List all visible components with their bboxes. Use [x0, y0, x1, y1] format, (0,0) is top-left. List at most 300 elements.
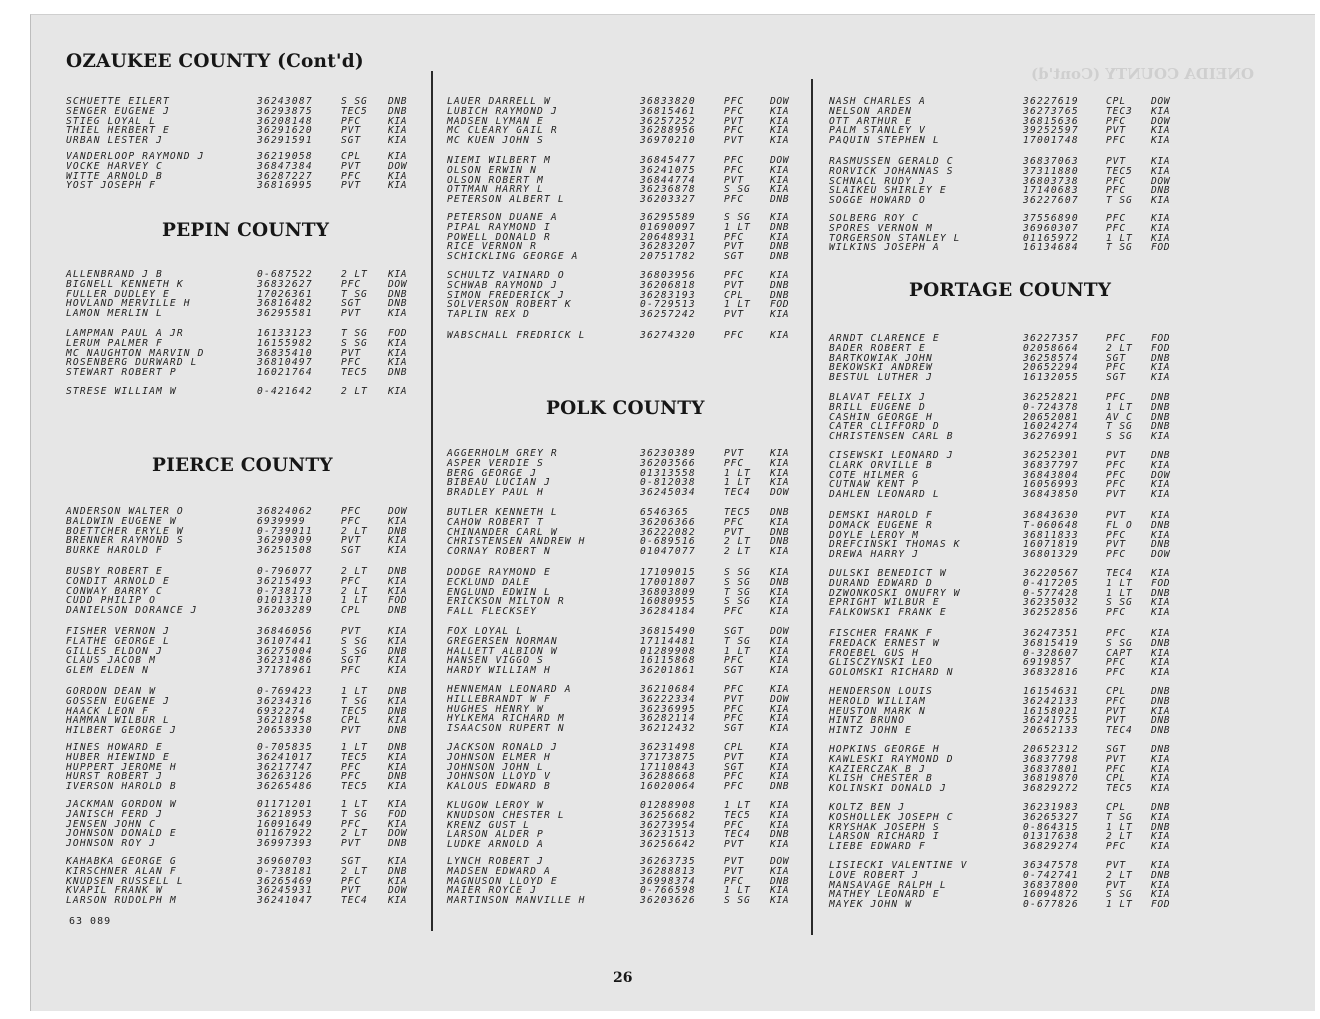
name: NELSON ARDEN — [829, 105, 913, 117]
status: KIA — [1151, 165, 1171, 177]
name: PAQUIN STEPHEN L — [829, 135, 940, 147]
rank: PVT — [341, 160, 362, 172]
name: WILKINS JOSEPH A — [829, 242, 940, 254]
status: DOW — [1151, 115, 1171, 127]
status: FOD — [388, 808, 408, 820]
status: FOD — [1151, 342, 1171, 354]
rank: PVT — [724, 526, 745, 538]
status: DOW — [388, 828, 408, 840]
rank: 1 LT — [724, 221, 751, 233]
rank: 2 LT — [341, 525, 368, 537]
name: ECKLUND DALE — [447, 576, 531, 588]
serial-number: 20653330 — [257, 725, 313, 737]
status: KIA — [1151, 753, 1171, 765]
rank: T SG — [341, 328, 368, 339]
rank: CPL — [1106, 773, 1127, 785]
rank: S SG — [724, 184, 751, 196]
name: PETERSON ALBERT L — [447, 194, 565, 206]
rank: PFC — [724, 606, 745, 618]
serial-number: 36960307 — [1023, 222, 1079, 234]
rank: PVT — [1106, 879, 1127, 891]
serial-number: 36843804 — [1023, 469, 1079, 481]
status: FOD — [770, 299, 790, 311]
status: KIA — [388, 386, 408, 397]
serial-number: 36231983 — [1023, 802, 1079, 813]
rank: TEC4 — [1106, 725, 1133, 737]
serial-number: 17140683 — [1023, 185, 1079, 197]
serial-number: 16158021 — [1023, 705, 1079, 717]
name: HINTZ BRUNO — [829, 715, 906, 727]
status: KIA — [388, 535, 408, 547]
status: DOW — [1151, 96, 1171, 107]
serial-number: 36832627 — [257, 278, 313, 290]
status: DNB — [1151, 869, 1171, 881]
status: KIA — [388, 715, 408, 727]
serial-number: 37556890 — [1023, 213, 1079, 224]
column-divider-1 — [431, 71, 433, 931]
rank: SGT — [341, 856, 362, 867]
rank: PFC — [341, 665, 362, 677]
name: HUGHES HENRY W — [447, 703, 544, 715]
serial-number: 16024274 — [1023, 421, 1079, 433]
name: LOVE ROBERT J — [829, 869, 920, 881]
status: KIA — [770, 125, 790, 137]
rank: PFC — [341, 278, 362, 290]
name: MC KUEN JOHN S — [447, 135, 544, 147]
status: KIA — [388, 626, 408, 637]
name: MADSEN LYMAN E — [447, 115, 544, 127]
rank: S SG — [341, 645, 368, 657]
status: KIA — [770, 546, 790, 558]
name: CLAUS JACOB M — [66, 655, 157, 667]
status: KIA — [770, 212, 790, 223]
name: CONDIT ARNOLD E — [66, 575, 170, 587]
bleed-through-header: ONEIDA COUNTY (Cont'd) — [1031, 65, 1255, 83]
name: PETERSON DUANE A — [447, 212, 558, 223]
serial-number: 36273954 — [640, 819, 696, 831]
status: DNB — [388, 742, 408, 753]
name: HANSEN VIGGO S — [447, 655, 544, 667]
status: KIA — [770, 270, 790, 281]
rank: 2 LT — [341, 828, 368, 840]
name: HALLETT ALBION W — [447, 645, 558, 657]
serial-number: 20652081 — [1023, 411, 1079, 423]
status: DNB — [1151, 725, 1171, 737]
rank: PFC — [1106, 607, 1127, 619]
name: CATER CLIFFORD D — [829, 421, 940, 433]
serial-number: 36252821 — [1023, 392, 1079, 403]
name: BRENNER RAYMOND S — [66, 535, 184, 547]
serial-number: 36275004 — [257, 645, 313, 657]
status: KIA — [388, 818, 408, 830]
status: DOW — [1151, 549, 1171, 561]
rank: PVT — [1106, 156, 1127, 167]
rank: S SG — [724, 596, 751, 608]
status: KIA — [770, 135, 790, 147]
serial-number: 36832816 — [1023, 667, 1079, 679]
status: DOW — [770, 96, 790, 107]
rank: CPL — [341, 605, 362, 617]
status: KIA — [388, 151, 408, 162]
name: PIPAL RAYMOND I — [447, 221, 551, 233]
rank: T SG — [341, 808, 368, 820]
name: SCHWAB RAYMOND J — [447, 279, 558, 291]
status: DOW — [1151, 469, 1171, 481]
name: KLUGOW LEROY W — [447, 800, 544, 811]
rank: TEC5 — [341, 705, 368, 717]
status: DNB — [770, 536, 790, 548]
status: KIA — [770, 839, 790, 851]
rank: FL O — [1106, 519, 1133, 531]
name: BURKE HAROLD F — [66, 545, 163, 557]
status: KIA — [770, 309, 790, 321]
name: FULLER DUDLEY E — [66, 288, 170, 300]
serial-number: 0-417205 — [1023, 577, 1079, 589]
name: LUBICH RAYMOND J — [447, 105, 558, 117]
serial-number: 36293875 — [257, 105, 313, 117]
name: DANIELSON DORANCE J — [66, 605, 198, 617]
name: WABSCHALL FREDRICK L — [447, 330, 586, 341]
rank: 1 LT — [1106, 232, 1133, 244]
serial-number: 36256682 — [640, 809, 696, 821]
name: HURST ROBERT J — [66, 771, 163, 783]
serial-number: 36997393 — [257, 838, 313, 850]
serial-number: 16155982 — [257, 337, 313, 349]
status: KIA — [388, 799, 408, 810]
name: FREDACK ERNEST W — [829, 637, 940, 649]
rank: PVT — [724, 448, 745, 459]
status: KIA — [1151, 459, 1171, 471]
rank: PFC — [341, 506, 362, 517]
rank: 2 LT — [341, 269, 368, 280]
status: KIA — [770, 885, 790, 897]
status: DNB — [770, 279, 790, 291]
rank: 2 LT — [724, 546, 751, 558]
serial-number: 6546365 — [640, 507, 689, 518]
serial-number: 16080955 — [640, 596, 696, 608]
name: KLISH CHESTER B — [829, 773, 933, 785]
name: CISEWSKI LEONARD J — [829, 450, 954, 461]
rank: 2 LT — [724, 536, 751, 548]
status: KIA — [388, 895, 408, 907]
serial-number: 17001807 — [640, 576, 696, 588]
serial-number: 0-577428 — [1023, 587, 1079, 599]
name: EPRIGHT WILBUR E — [829, 597, 940, 609]
name: SCHULTZ VAINARD O — [447, 270, 565, 281]
name: OLSON ERWIN N — [447, 164, 538, 176]
rank: PVT — [724, 279, 745, 291]
name: BADER ROBERT E — [829, 342, 926, 354]
status: DOW — [1151, 175, 1171, 187]
rank: TEC5 — [341, 367, 368, 379]
name: BEKOWSKI ANDREW — [829, 362, 933, 374]
status: KIA — [770, 684, 790, 695]
serial-number: 36203289 — [257, 605, 313, 617]
rank: T SG — [724, 586, 751, 598]
serial-number: 36210684 — [640, 684, 696, 695]
serial-number: 36815419 — [1023, 637, 1079, 649]
name: LIEBE EDWARD F — [829, 841, 926, 853]
name: FISHER VERNON J — [66, 626, 170, 637]
name: FALL FLECKSEY — [447, 606, 538, 618]
status: DNB — [770, 829, 790, 841]
rank: PFC — [1106, 628, 1127, 639]
rank: SGT — [724, 251, 745, 263]
name: CHINANDER CARL W — [447, 526, 558, 538]
name: HUPPERT JEROME H — [66, 761, 177, 773]
status: KIA — [770, 516, 790, 528]
serial-number: 36242133 — [1023, 695, 1079, 707]
rank: PFC — [724, 164, 745, 176]
name: BOETTCHER ERYLE W — [66, 525, 184, 537]
status: KIA — [388, 545, 408, 557]
status: KIA — [388, 781, 408, 793]
name: ALLENBRAND J B — [66, 269, 163, 280]
rank: SGT — [1106, 372, 1127, 384]
name: CORNAY ROBERT N — [447, 546, 551, 558]
name: BIBEAU LUCIAN J — [447, 477, 551, 489]
rank: 1 LT — [724, 885, 751, 897]
rank: PVT — [341, 885, 362, 897]
status: KIA — [1151, 213, 1171, 224]
name: YOST JOSEPH F — [66, 180, 157, 192]
status: KIA — [388, 575, 408, 587]
serial-number: 0-796077 — [257, 566, 313, 577]
status: KIA — [1151, 860, 1171, 871]
name: CONWAY BARRY C — [66, 585, 163, 597]
rank: PVT — [341, 838, 362, 850]
name: KNUDSON CHESTER L — [447, 809, 565, 821]
name: DREFCINSKI THOMAS K — [829, 539, 961, 551]
name: BIGNELL KENNETH K — [66, 278, 184, 290]
name: LAUER DARRELL W — [447, 96, 551, 107]
name: ASPER VERDIE S — [447, 457, 544, 469]
serial-number: 36824062 — [257, 506, 313, 517]
name: BLAVAT FELIX J — [829, 392, 926, 403]
serial-number: 6919857 — [1023, 657, 1072, 669]
serial-number: 17110843 — [640, 761, 696, 773]
status: FOD — [1151, 899, 1171, 911]
serial-number: 0-705835 — [257, 742, 313, 753]
name: COTE HILMER G — [829, 469, 920, 481]
rank: PFC — [724, 194, 745, 206]
serial-number: 36816482 — [257, 298, 313, 310]
status: FOD — [1151, 333, 1171, 344]
status: KIA — [770, 635, 790, 647]
rank: PFC — [341, 875, 362, 887]
rank: PVT — [341, 626, 362, 637]
status: DOW — [770, 856, 790, 867]
serial-number: 17001748 — [1023, 135, 1079, 147]
rank: S SG — [724, 895, 751, 907]
name: KAWLESKI RAYMOND D — [829, 753, 954, 765]
name: LARSON ALDER P — [447, 829, 544, 841]
status: KIA — [770, 819, 790, 831]
status: DOW — [388, 506, 408, 517]
name: DULSKI BENEDICT W — [829, 568, 947, 579]
name: BRILL EUGENE D — [829, 401, 926, 413]
status: KIA — [770, 115, 790, 127]
rank: PFC — [724, 270, 745, 281]
rank: PVT — [724, 856, 745, 867]
serial-number: 36291620 — [257, 125, 313, 137]
serial-number: 37173875 — [640, 751, 696, 763]
serial-number: 36235032 — [1023, 597, 1079, 609]
rank: 2 LT — [1106, 869, 1133, 881]
rank: S SG — [724, 576, 751, 588]
rank: 1 LT — [341, 799, 368, 810]
status: DOW — [770, 626, 790, 637]
status: DNB — [388, 566, 408, 577]
status: DNB — [1151, 744, 1171, 755]
rank: PFC — [724, 105, 745, 117]
serial-number: 36256642 — [640, 839, 696, 851]
status: DNB — [1151, 421, 1171, 433]
serial-number: 36203626 — [640, 895, 696, 907]
serial-number: 0-687522 — [257, 269, 313, 280]
name: JANISCH FERD J — [66, 808, 163, 820]
name: RORVICK JOHANNAS S — [829, 165, 954, 177]
serial-number: 20652133 — [1023, 725, 1079, 737]
rank: PVT — [1106, 510, 1127, 521]
name: KNUDSEN RUSSELL L — [66, 875, 184, 887]
status: FOD — [1151, 242, 1171, 254]
serial-number: 36257252 — [640, 115, 696, 127]
status: DNB — [1151, 587, 1171, 599]
status: KIA — [770, 467, 790, 479]
name: FALKOWSKI FRANK E — [829, 607, 947, 619]
status: KIA — [388, 357, 408, 369]
serial-number: 36843850 — [1023, 489, 1079, 501]
status: KIA — [1151, 135, 1171, 147]
rank: PFC — [724, 516, 745, 528]
serial-number: 36241047 — [257, 895, 313, 907]
rank: PFC — [1106, 222, 1127, 234]
status: DOW — [770, 155, 790, 166]
name: JOHNSON DONALD E — [66, 828, 177, 840]
name: ENGLUND EDWIN L — [447, 586, 551, 598]
status: KIA — [770, 645, 790, 657]
name: GOLOMSKI RICHARD N — [829, 667, 954, 679]
serial-number: 17026361 — [257, 288, 313, 300]
rank: PVT — [724, 115, 745, 127]
name: MATHEY LEONARD E — [829, 889, 940, 901]
name: LARSON RICHARD I — [829, 831, 940, 843]
rank: PFC — [1106, 469, 1127, 481]
name: LISIECKI VALENTINE V — [829, 860, 968, 871]
serial-number: 36288668 — [640, 771, 696, 783]
serial-number: 36247351 — [1023, 628, 1079, 639]
name: MC CLEARY GAIL R — [447, 125, 558, 137]
rank: TEC5 — [341, 105, 368, 117]
name: FOX LOYAL L — [447, 626, 524, 637]
serial-number: 36234316 — [257, 695, 313, 707]
name: BALDWIN EUGENE W — [66, 515, 177, 527]
status: DNB — [388, 605, 408, 617]
serial-number: 36236995 — [640, 703, 696, 715]
name: ISAACSON RUPERT N — [447, 723, 565, 735]
name: GLEM ELDEN N — [66, 665, 150, 677]
rank: PVT — [341, 180, 362, 192]
status: DNB — [1151, 411, 1171, 423]
status: KIA — [1151, 529, 1171, 541]
rank: PFC — [1106, 667, 1127, 679]
serial-number: 36837797 — [1023, 459, 1079, 471]
status: KIA — [388, 655, 408, 667]
status: KIA — [1151, 232, 1171, 244]
name: DAHLEN LEONARD L — [829, 489, 940, 501]
name: CAHOW ROBERT T — [447, 516, 544, 528]
status: DNB — [1151, 821, 1171, 833]
name: KRYSHAK JOSEPH S — [829, 821, 940, 833]
name: HOPKINS GEORGE H — [829, 744, 940, 755]
name: LYNCH ROBERT J — [447, 856, 544, 867]
rank: S SG — [1106, 597, 1133, 609]
rank: TEC5 — [724, 809, 751, 821]
rank: TEC5 — [1106, 783, 1133, 795]
rank: PVT — [724, 751, 745, 763]
status: KIA — [1151, 156, 1171, 167]
name: JOHNSON ROY J — [66, 838, 157, 850]
rank: PFC — [1106, 657, 1127, 669]
name: GREGERSEN NORMAN — [447, 635, 558, 647]
status: DNB — [388, 705, 408, 717]
rank: PFC — [341, 771, 362, 783]
name: KAZIERCZAK B J — [829, 763, 926, 775]
serial-number: 36803738 — [1023, 175, 1079, 187]
name: NASH CHARLES A — [829, 96, 926, 107]
name: POWELL DONALD R — [447, 231, 551, 243]
name: GLISCZYNSKI LEO — [829, 657, 933, 669]
rank: SGT — [341, 655, 362, 667]
name: WITTE ARNOLD B — [66, 170, 163, 182]
status: KIA — [1151, 489, 1171, 501]
status: KIA — [388, 515, 408, 527]
rank: PVT — [341, 725, 362, 737]
name: OLSON ROBERT M — [447, 174, 544, 186]
serial-number: 16091649 — [257, 818, 313, 830]
status: DNB — [388, 725, 408, 737]
rank: T SG — [724, 635, 751, 647]
status: KIA — [1151, 657, 1171, 669]
serial-number: 01047077 — [640, 546, 696, 558]
status: FOD — [388, 328, 408, 339]
rank: PFC — [724, 96, 745, 107]
rank: 1 LT — [341, 595, 368, 607]
rank: S SG — [724, 212, 751, 223]
name: BUSBY ROBERT E — [66, 566, 163, 577]
serial-number: 36347578 — [1023, 860, 1079, 871]
name: MAIER ROYCE J — [447, 885, 538, 897]
rank: PFC — [724, 703, 745, 715]
county-heading: PIERCE COUNTY — [152, 455, 333, 476]
serial-number: 36846056 — [257, 626, 313, 637]
serial-number: 36241075 — [640, 164, 696, 176]
name: ROSENBERG DURWARD L — [66, 357, 198, 369]
serial-number: 36287227 — [257, 170, 313, 182]
rank: TEC5 — [341, 781, 368, 793]
serial-number: 17109015 — [640, 567, 696, 578]
rank: PFC — [341, 761, 362, 773]
rank: PFC — [1106, 213, 1127, 224]
rank: SGT — [341, 298, 362, 310]
rank: PVT — [341, 308, 362, 320]
name: KOLTZ BEN J — [829, 802, 906, 813]
serial-number: 20751782 — [640, 251, 696, 263]
serial-number: 16154631 — [1023, 686, 1079, 697]
status: KIA — [1151, 607, 1171, 619]
rank: PVT — [1106, 539, 1127, 551]
